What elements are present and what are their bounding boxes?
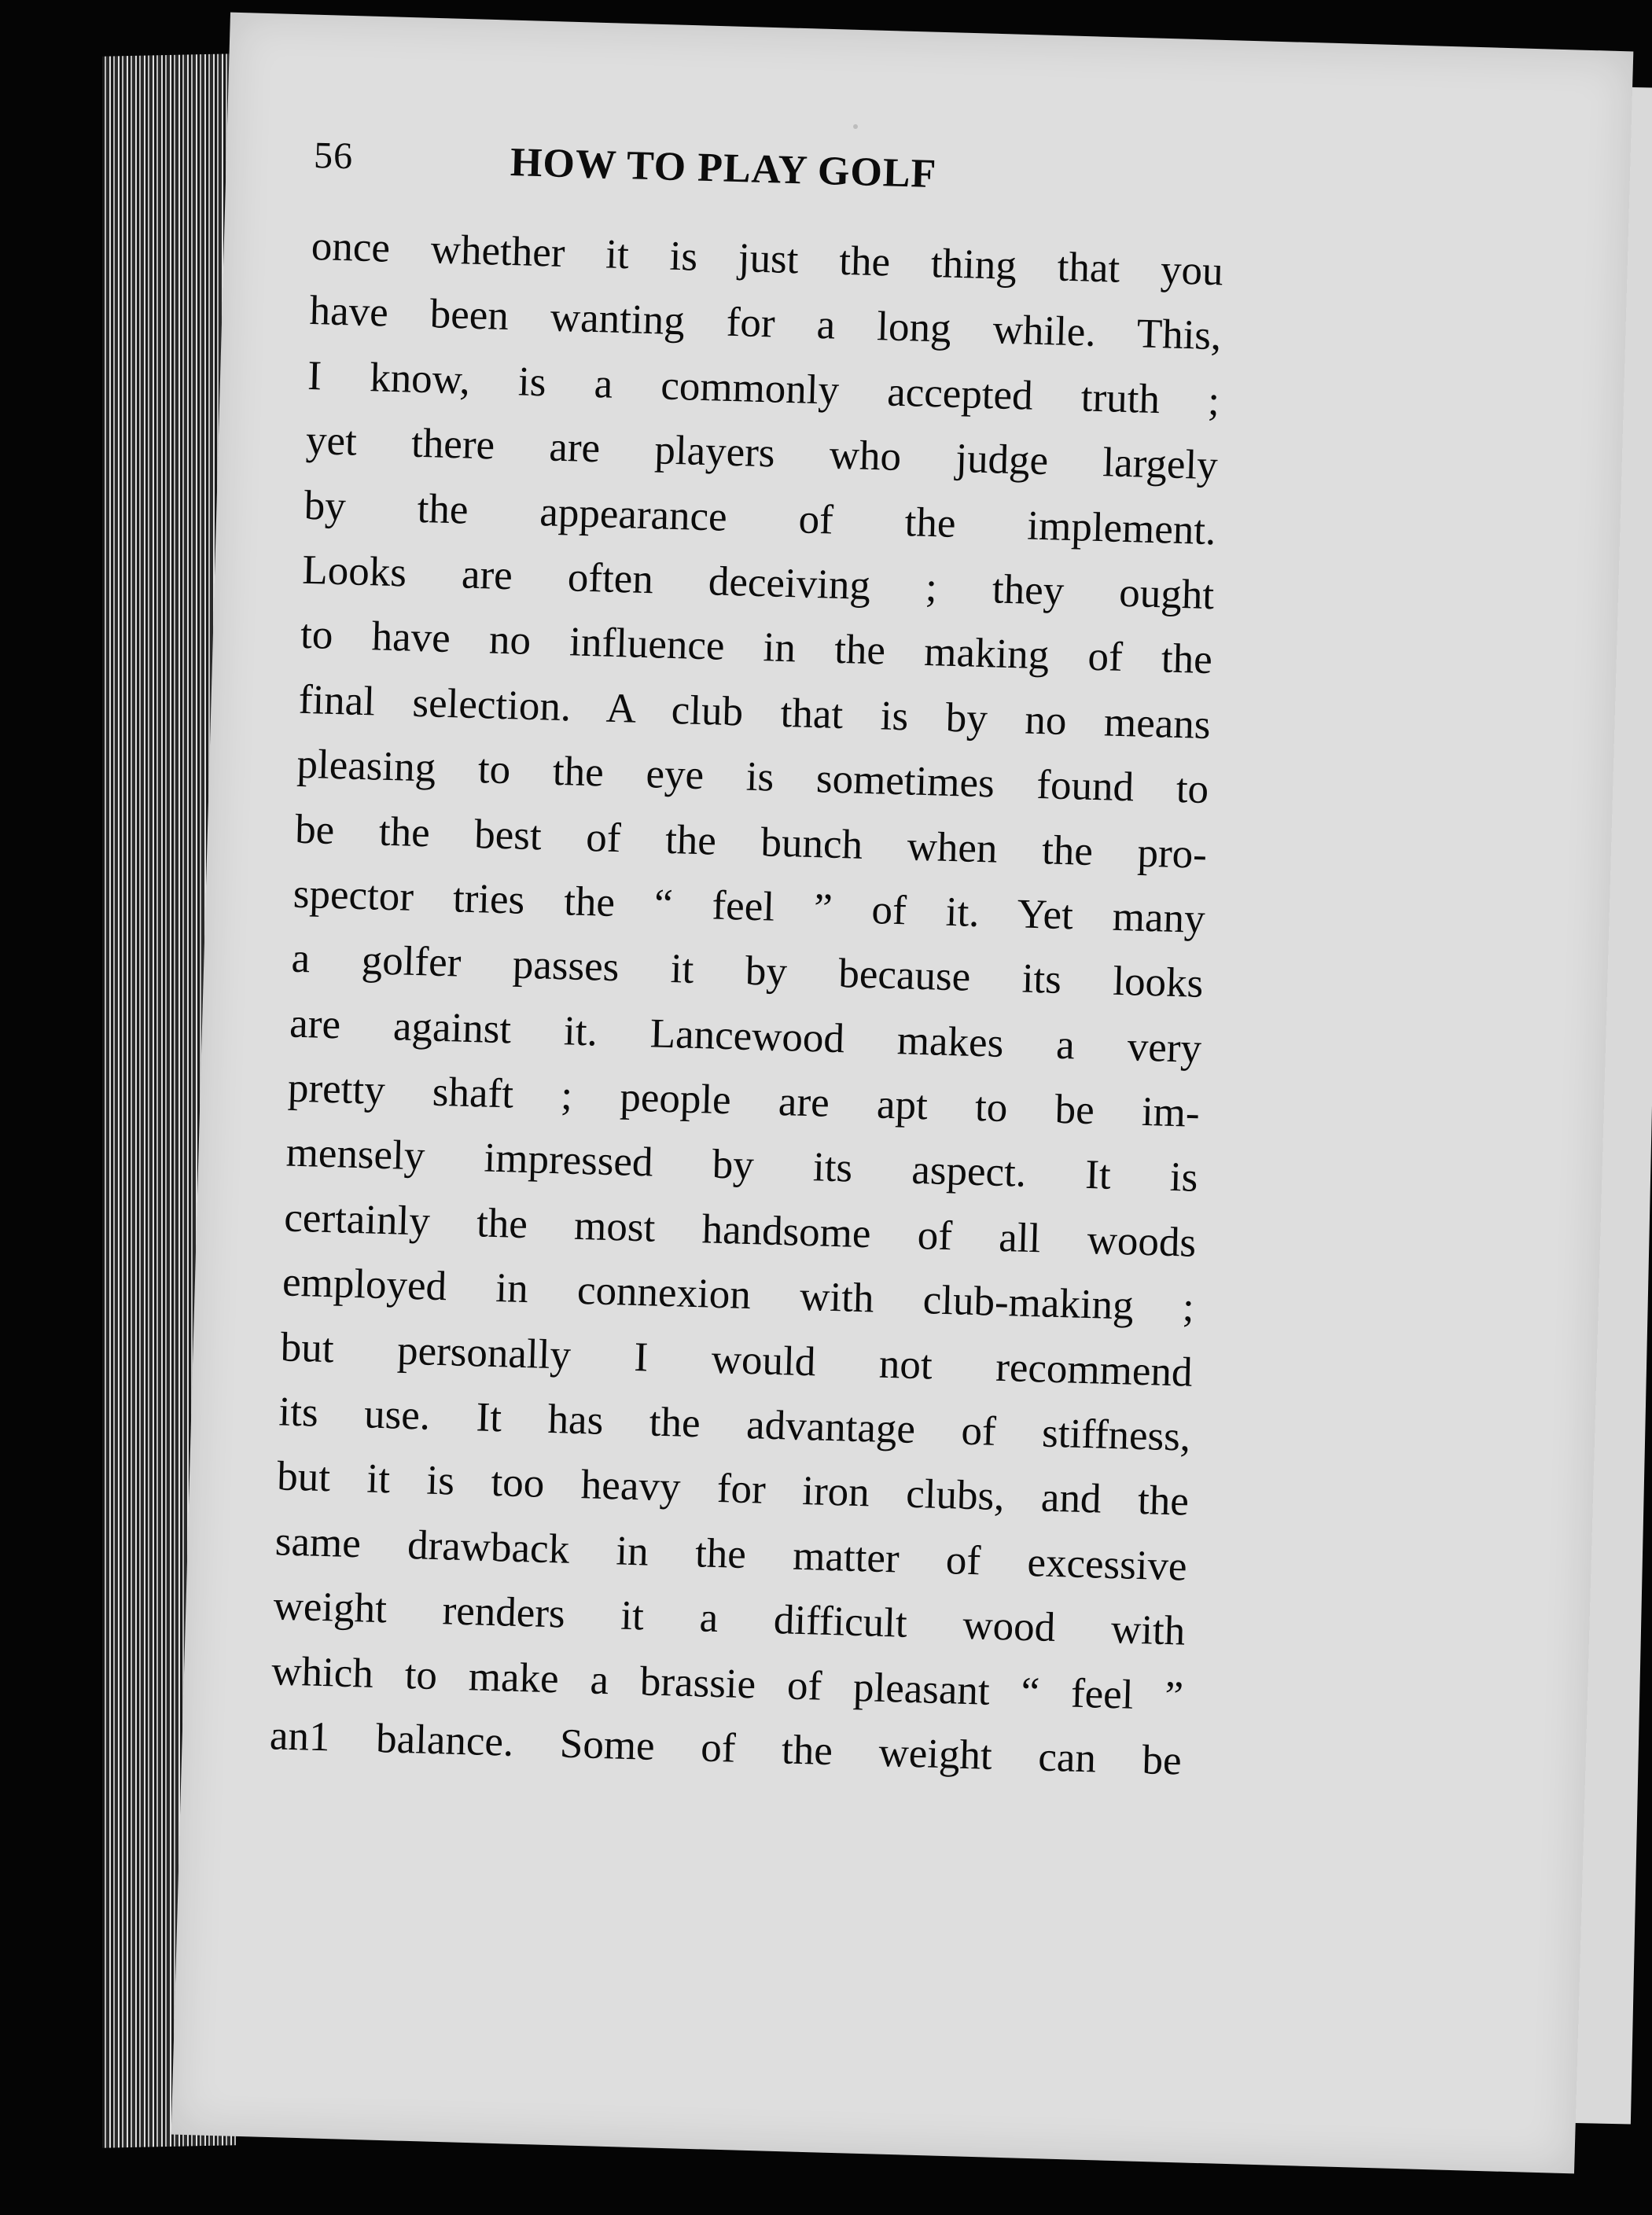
text-line: but personally I would not recommend — [280, 1324, 1194, 1396]
text-line: mensely impressed by its aspect. It is — [285, 1129, 1199, 1201]
text-line: by the appearance of the implement. — [303, 482, 1217, 554]
text-line: same drawback in the matter of excessive — [274, 1518, 1188, 1590]
text-line: pretty shaft ; people are apt to be im- — [287, 1065, 1201, 1136]
running-title: HOW TO PLAY GOLF — [510, 139, 938, 197]
text-line: but it is too heavy for iron clubs, and the — [276, 1453, 1190, 1525]
paper-speck — [853, 124, 858, 129]
text-line: employed in connexion with club-making ; — [281, 1259, 1195, 1331]
body-text — [269, 214, 1224, 1794]
text-line: a golfer passes it by because its looks — [290, 935, 1205, 1007]
text-line: once whether it is just the thing that you — [311, 223, 1224, 295]
text-line: certainly the most handsome of all woods — [283, 1194, 1197, 1266]
text-line: weight renders it a difficult wood with — [272, 1583, 1187, 1654]
text-line: spector tries the “ feel ” of it. Yet many — [293, 870, 1206, 942]
text-line: are against it. Lancewood makes a very — [289, 1000, 1202, 1072]
page-number: 56 — [313, 134, 354, 178]
text-line: final selection. A club that is by no means — [298, 676, 1212, 748]
text-line: pleasing to the eye is sometimes found to — [296, 741, 1209, 813]
text-line: have been wanting for a long while. This, — [308, 288, 1223, 359]
text-line: its use. It has the advantage of stiffness, — [278, 1389, 1191, 1460]
text-line: which to make a brassie of pleasant “ feel ” — [270, 1647, 1184, 1720]
text-line: yet there are players who judge largely — [305, 418, 1219, 489]
text-line: an1 balance. Some of the weight can be — [269, 1713, 1183, 1784]
page-text — [269, 134, 1227, 1794]
text-line: Looks are often deceiving ; they ought — [301, 546, 1215, 619]
text-line: be the best of the bunch when the pro- — [294, 806, 1208, 878]
text-line: to have no influence in the making of the — [300, 612, 1213, 683]
text-line: I know, is a commonly accepted truth ; — [307, 352, 1220, 425]
